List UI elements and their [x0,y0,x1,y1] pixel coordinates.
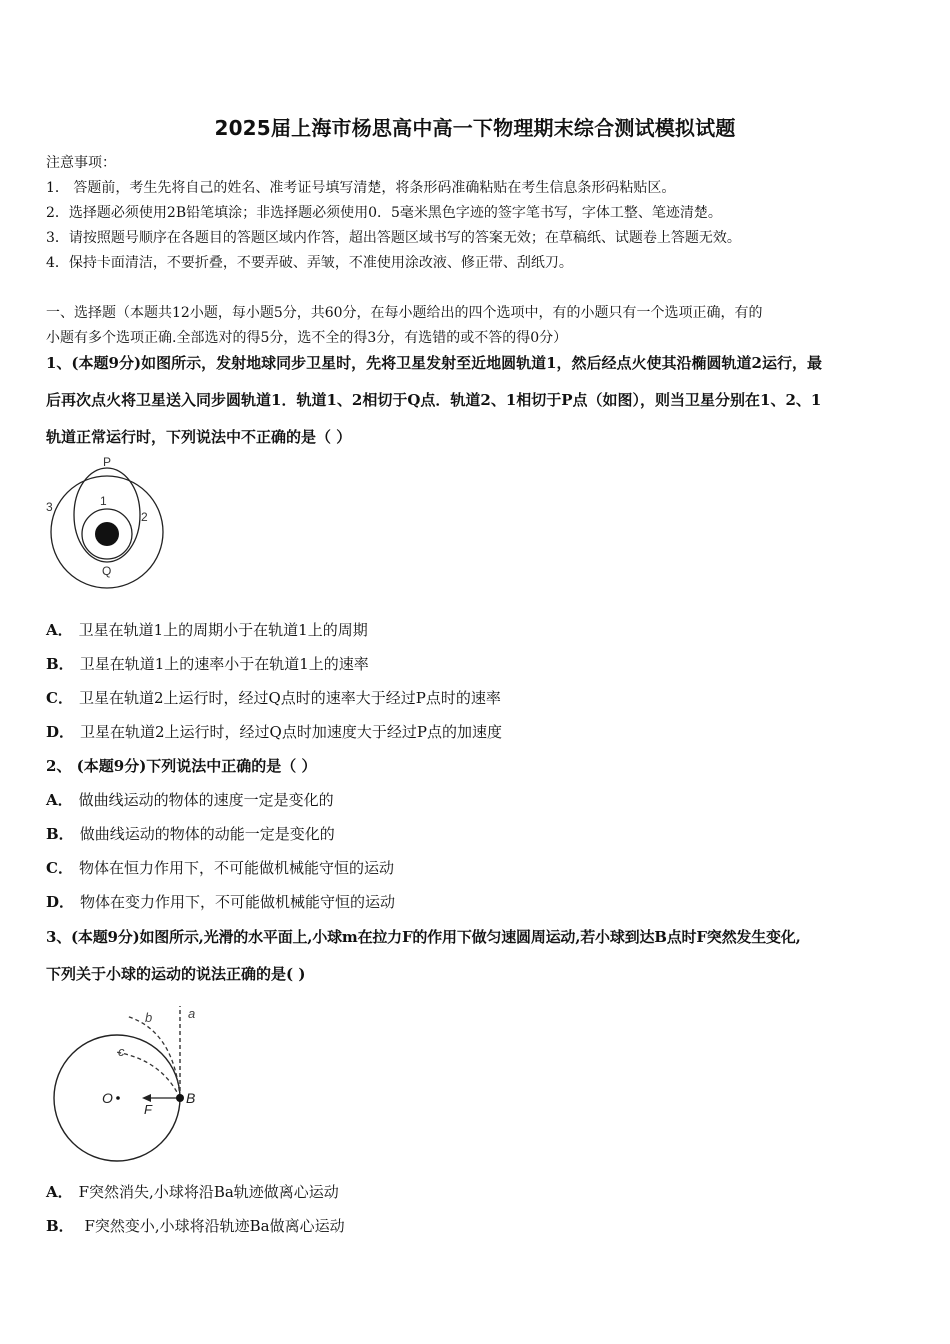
force-arrowhead [142,1094,151,1102]
q1-stem: 1、(本题9分)如图所示，发射地球同步卫星时，先将卫星发射至近地圆轨道1，然后经点火使其沿椭圆轨道2运行，最 [46,354,822,372]
q3-stem: 下列关于小球的运动的说法正确的是( ) [46,965,306,983]
q3-option-a[interactable] [46,1181,339,1202]
label-1: 1 [100,494,107,508]
option-letter: D． [46,893,75,911]
option-text: F突然变小,小球将沿轨迹Ba做离心运动 [79,1217,345,1235]
option-letter: D． [46,723,75,741]
option-letter: B． [46,825,74,843]
label-2: 2 [141,510,148,524]
q1-option-a[interactable] [46,619,368,640]
orbit-figure [40,452,175,592]
q3-stem: 3、(本题9分)如图所示,光滑的水平面上,小球m在拉力F的作用下做匀速圆周运动,若小球到达B点时F突然发生变化, [46,928,801,946]
notice-item: 1． 答题前，考生先将自己的姓名、准考证号填写清楚，将条形码准确粘贴在考生信息条形码粘贴区。 [46,180,676,196]
label-c: c [118,1044,125,1059]
option-text: 做曲线运动的物体的速度一定是变化的 [78,791,334,809]
q1-option-b[interactable] [46,653,369,674]
option-text: 做曲线运动的物体的动能一定是变化的 [79,825,335,843]
option-letter: A． [46,1183,73,1201]
ball-b [176,1094,184,1102]
option-text: 卫星在轨道1上的周期小于在轨道1上的周期 [78,621,368,639]
notice-heading: 注意事项： [46,155,116,171]
label-p: P [103,455,112,469]
label-b-point: B [186,1090,196,1106]
orbit-2 [74,468,140,562]
option-text: 卫星在轨道2上运行时，经过Q点时的速率大于经过P点时的速率 [78,689,501,707]
center-o [116,1096,120,1100]
q2-option-c[interactable] [46,857,394,878]
option-letter: A． [46,791,73,809]
option-letter: A． [46,621,73,639]
q1-option-c[interactable] [46,687,501,708]
q1-option-d[interactable] [46,721,502,742]
option-text: F突然消失,小球将沿Ba轨迹做离心运动 [78,1183,339,1201]
q2-stem: 2、 (本题9分)下列说法中正确的是（ ） [46,757,317,775]
q1-stem: 轨道正常运行时，下列说法中不正确的是（ ） [46,428,352,446]
q2-option-d[interactable] [46,891,395,912]
option-letter: B． [46,655,74,673]
label-3: 3 [46,500,53,514]
option-letter: B． [46,1217,74,1235]
q2-option-a[interactable] [46,789,334,810]
notice-item: 4．保持卡面清洁，不要折叠，不要弄破、弄皱，不准使用涂改液、修正带、刮纸刀。 [46,255,573,271]
earth [95,522,119,546]
label-a: a [188,1006,196,1021]
path-c [116,1052,180,1098]
notice-item: 2．选择题必须使用2B铅笔填涂；非选择题必须使用0．5毫米黑色字迹的签字笔书写，字体工整、笔迹清楚。 [46,205,722,221]
option-text: 卫星在轨道1上的速率小于在轨道1上的速率 [79,655,369,673]
q3-option-b[interactable] [46,1215,345,1236]
option-letter: C． [46,689,73,707]
page-title: 2025届上海市杨思高中高一下物理期末综合测试模拟试题 [214,116,736,140]
label-q: Q [102,564,112,578]
circular-motion-figure [44,1000,214,1165]
q2-option-b[interactable] [46,823,335,844]
section-heading-cont: 小题有多个选项正确.全部选对的得5分，选不全的得3分，有选错的或不答的得0分） [46,330,568,346]
option-text: 物体在恒力作用下，不可能做机械能守恒的运动 [78,859,394,877]
option-text: 物体在变力作用下，不可能做机械能守恒的运动 [80,893,396,911]
option-letter: C． [46,859,73,877]
notice-item: 3．请按照题号顺序在各题目的答题区域内作答，超出答题区域书写的答案无效；在草稿纸、试题卷上答题无效。 [46,230,741,246]
section-heading: 一、选择题（本题共12小题，每小题5分，共60分，在每小题给出的四个选项中，有的小题只有一个选项正确，有的 [46,305,763,321]
option-text: 卫星在轨道2上运行时，经过Q点时加速度大于经过P点的加速度 [80,723,502,741]
label-o: O [102,1090,113,1106]
label-f: F [144,1102,152,1117]
q1-stem: 后再次点火将卫星送入同步圆轨道1．轨道1、2相切于Q点．轨道2、1相切于P点（如图），则当卫星分别在1、2、1 [46,391,822,409]
label-b-path: b [145,1010,153,1025]
